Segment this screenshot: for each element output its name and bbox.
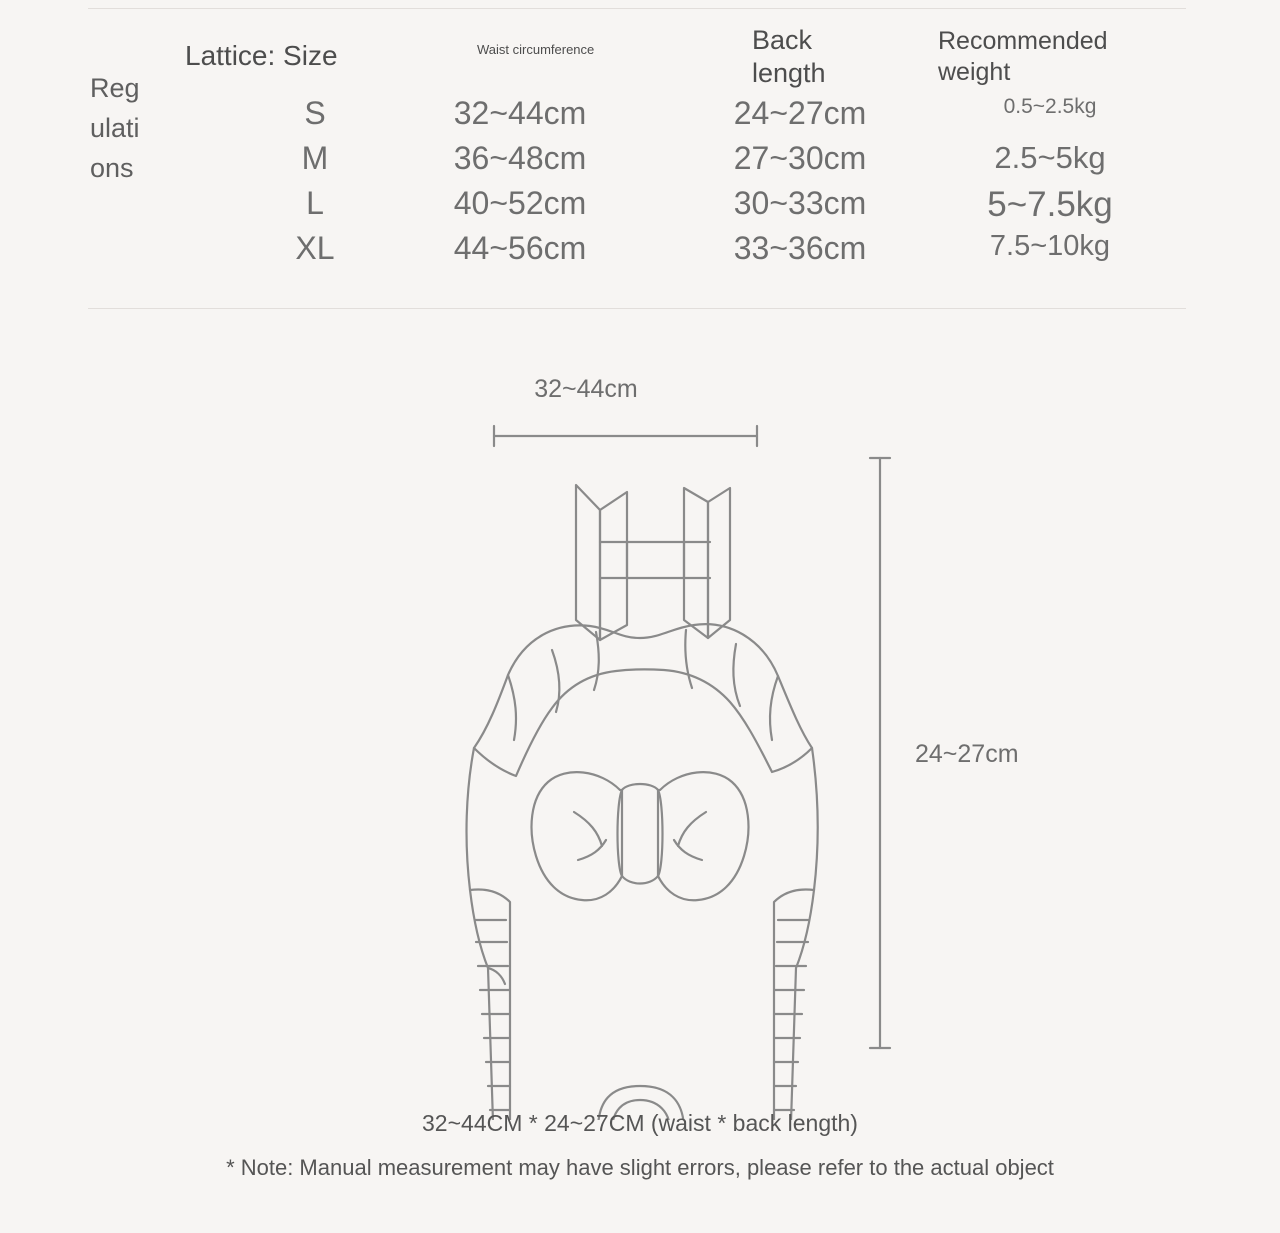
dress-outline-illustration <box>0 320 1280 1120</box>
measurement-note: * Note: Manual measurement may have slight errors, please refer to the actual object <box>226 1155 1054 1180</box>
bow-decoration <box>532 772 749 900</box>
table-row <box>0 140 1280 185</box>
cell-weight: 5~7.5kg <box>987 185 1113 224</box>
cell-weight: 2.5~5kg <box>994 140 1106 175</box>
product-diagram <box>0 320 1280 1120</box>
width-dimension-bar <box>494 426 757 446</box>
table-divider-top <box>88 8 1186 9</box>
cell-size: XL <box>295 230 335 266</box>
column-header-recommended-weight: Recommended weight <box>938 27 1108 86</box>
dimension-height-label: 24~27cm <box>915 740 1019 768</box>
cell-waist: 32~44cm <box>453 95 587 131</box>
table-row <box>0 95 1280 140</box>
column-header-back-length: Back length <box>752 25 826 88</box>
table-body <box>0 95 1280 275</box>
dimension-summary: 32~44CM * 24~27CM (waist * back length) <box>422 1110 858 1136</box>
ruffle-collar <box>474 624 812 776</box>
cell-back-length: 24~27cm <box>733 95 867 131</box>
table-divider-bottom <box>88 308 1186 309</box>
table-row <box>0 185 1280 230</box>
height-dimension-bar <box>870 458 890 1048</box>
cell-waist: 40~52cm <box>453 185 587 221</box>
dimension-width-label: 32~44cm <box>534 375 638 403</box>
cell-back-length: 30~33cm <box>733 185 867 221</box>
cell-size: S <box>304 95 326 131</box>
cell-size: M <box>301 140 329 176</box>
dress-body <box>467 748 818 1120</box>
size-table <box>0 0 1280 312</box>
column-header-waist: Waist circumference <box>477 42 595 57</box>
cell-back-length: 27~30cm <box>733 140 867 176</box>
footer-notes <box>0 1110 1280 1181</box>
shoulder-straps <box>576 485 730 640</box>
cell-size: L <box>306 185 324 221</box>
cell-back-length: 33~36cm <box>733 230 867 266</box>
column-header-size: Lattice: Size <box>185 40 338 71</box>
table-row <box>0 230 1280 275</box>
table-row-group-label: Reg ulati ons <box>90 73 140 183</box>
cell-weight: 0.5~2.5kg <box>1003 95 1097 118</box>
cell-weight: 7.5~10kg <box>989 230 1111 262</box>
cell-waist: 44~56cm <box>453 230 587 266</box>
cell-waist: 36~48cm <box>453 140 587 176</box>
